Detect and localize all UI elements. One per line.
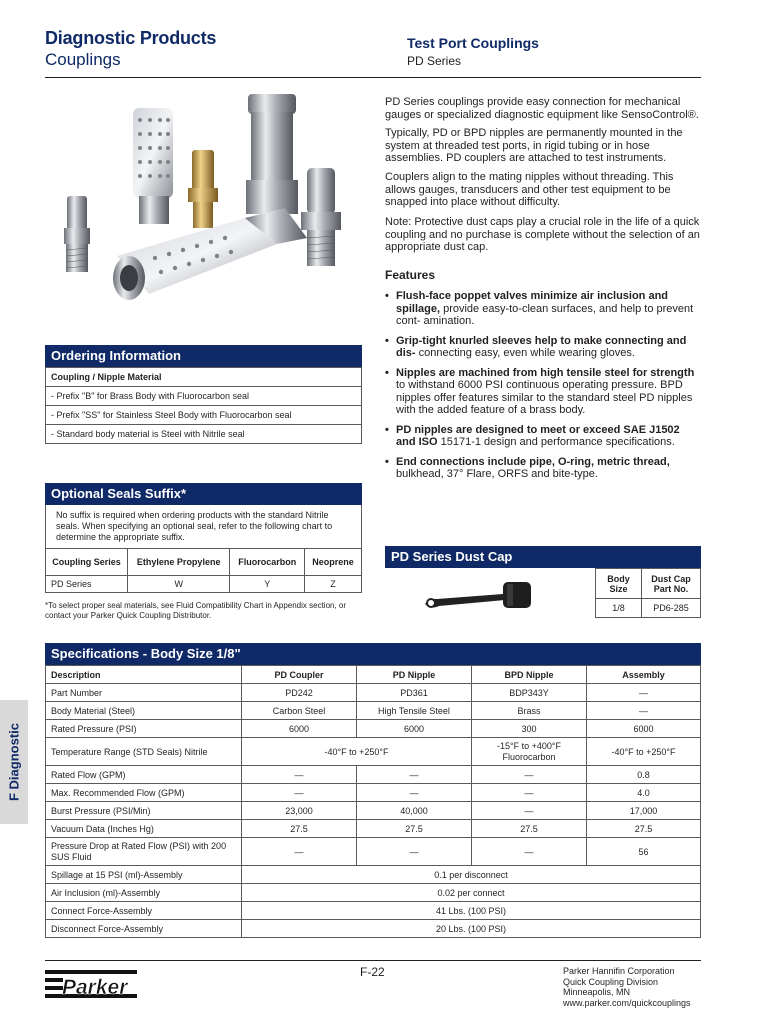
specs-header: Description (46, 666, 242, 684)
dust-cap-table (595, 568, 701, 618)
seals-cell: Z (305, 576, 362, 593)
specs-desc: Air Inclusion (ml)-Assembly (46, 884, 242, 902)
seals-header: Neoprene (305, 549, 362, 576)
parker-logo (45, 966, 137, 1004)
svg-text:Parker: Parker (62, 976, 128, 999)
specs-cell: 27.5 (587, 820, 701, 838)
specs-cell: 6000 (357, 720, 472, 738)
product-photo (45, 88, 370, 333)
intro-paragraph-3: Couplers align to the mating nipples without threading. This allows gauges, transducers and other test equipment to be snapped into place without difficulty. (385, 171, 674, 208)
specs-header: BPD Nipple (472, 666, 587, 684)
ordering-information (45, 345, 362, 444)
section-title: Diagnostic Products (45, 28, 217, 48)
specs-desc: Spillage at 15 PSI (ml)-Assembly (46, 866, 242, 884)
optional-seals (45, 483, 362, 593)
features-title: Features (385, 268, 436, 282)
specs-cell: 56 (587, 838, 701, 866)
seals-footnote: *To select proper seal materials, see Fluid Compatibility Chart in Appendix section, or contact your Parker Quick Coupling Distributor. (45, 601, 347, 620)
specs-desc: Part Number (46, 684, 242, 702)
coupler-large-image (246, 94, 298, 214)
side-tab-label: F Diagnostic (6, 722, 22, 802)
feature-item: • PD nipples are designed to meet or exceed SAE J1502 and ISO 15171-1 design and performance specifications. (385, 424, 701, 449)
specs-row (46, 766, 701, 784)
specs-desc: Vacuum Data (Inches Hg) (46, 820, 242, 838)
specs-row (46, 720, 701, 738)
dust-cap-header: Body Size (596, 569, 642, 599)
specs-cell: High Tensile Steel (357, 702, 472, 720)
specs-cell: 6000 (587, 720, 701, 738)
dust-cap-header: Dust Cap Part No. (642, 569, 701, 599)
header-rule (45, 77, 701, 78)
specs-cell: PD242 (242, 684, 357, 702)
specs-row (46, 684, 701, 702)
specs-cell: 27.5 (242, 820, 357, 838)
specs-cell: — (587, 702, 701, 720)
specs-title: Specifications - Body Size 1/8" (45, 643, 701, 665)
section-subtitle: Couplings (45, 50, 121, 69)
features-list (385, 290, 701, 488)
intro-paragraph-1: PD Series couplings provide easy connection for mechanical gauges or specialized diagnostic equipment like SensoControl®. (385, 96, 699, 121)
specs-desc: Pressure Drop at Rated Flow (PSI) with 200 SUS Fluid (46, 838, 242, 866)
dust-cap-title: PD Series Dust Cap (385, 546, 701, 568)
pd-nipple-image (64, 196, 90, 272)
specs-cell: — (357, 838, 472, 866)
ordering-row: - Prefix "SS" for Stainless Steel Body with Fluorocarbon seal (46, 406, 362, 425)
specs-row (46, 820, 701, 838)
specs-cell: 0.02 per connect (242, 884, 701, 902)
intro-paragraph-4: Note: Protective dust caps play a crucial role in the life of a quick coupling and no purchase is complete without the selection of an appropriate dust cap. (385, 216, 700, 253)
seals-cell: PD Series (46, 576, 128, 593)
feature-item: • Flush-face poppet valves minimize air inclusion and spillage, provide easy-to-clean surfaces, and help to prevent cont- amination. (385, 290, 701, 328)
specs-cell: BDP343Y (472, 684, 587, 702)
specs-table (45, 665, 701, 938)
feature-item: • Nipples are machined from high tensile steel for strength to withstand 6000 PSI continuous operating pressure. BPD nipples offer features similar to the standard steel PD nipples with the added feature of a brass body. (385, 367, 701, 417)
specs-cell: — (242, 838, 357, 866)
specs-desc: Temperature Range (STD Seals) Nitrile (46, 738, 242, 766)
corp-line: Quick Coupling Division (563, 976, 659, 987)
specs-cell: 41 Lbs. (100 PSI) (242, 902, 701, 920)
dust-cap-cell: 1/8 (596, 599, 642, 618)
specs-cell: -15°F to +400°F Fluorocarbon (472, 738, 587, 766)
product-title: Test Port Couplings (407, 35, 539, 51)
corp-line: Minneapolis, MN (563, 987, 631, 997)
seals-header: Ethylene Propylene (128, 549, 230, 576)
seals-note: No suffix is required when ordering products with the standard Nitrile seals. When specifying an optional seal, refer to the following chart to determine the appropriate suffix. (45, 505, 362, 548)
specs-header: PD Nipple (357, 666, 472, 684)
specs-row (46, 738, 701, 766)
dust-cap-image (385, 568, 595, 618)
specs-cell: 0.1 per disconnect (242, 866, 701, 884)
footer-rule (45, 960, 701, 961)
ordering-table (45, 367, 362, 444)
specs-cell: 27.5 (472, 820, 587, 838)
specs-cell: 0.8 (587, 766, 701, 784)
specs-cell: — (242, 784, 357, 802)
specs-desc: Disconnect Force-Assembly (46, 920, 242, 938)
specs-cell: 27.5 (357, 820, 472, 838)
specs-row (46, 884, 701, 902)
seals-header: Coupling Series (46, 549, 128, 576)
page-number: F-22 (360, 965, 385, 979)
corp-line: Parker Hannifin Corporation (563, 966, 675, 976)
specs-header: Assembly (587, 666, 701, 684)
specifications (45, 643, 701, 938)
specs-desc: Rated Pressure (PSI) (46, 720, 242, 738)
specs-cell: — (357, 784, 472, 802)
specs-cell: — (242, 766, 357, 784)
specs-header: PD Coupler (242, 666, 357, 684)
seals-header: Fluorocarbon (230, 549, 305, 576)
section-side-tab (0, 700, 28, 824)
specs-cell: Brass (472, 702, 587, 720)
specs-cell: 40,000 (357, 802, 472, 820)
specs-row (46, 866, 701, 884)
specs-row (46, 784, 701, 802)
specs-cell: — (587, 684, 701, 702)
ordering-row: - Standard body material is Steel with Nitrile seal (46, 425, 362, 444)
ordering-row: - Prefix "B" for Brass Body with Fluorocarbon seal (46, 387, 362, 406)
ordering-subheader: Coupling / Nipple Material (46, 368, 362, 387)
product-series: PD Series (407, 54, 462, 68)
specs-cell: 300 (472, 720, 587, 738)
bpd-nipple-image (188, 150, 218, 228)
specs-cell: 23,000 (242, 802, 357, 820)
specs-row (46, 802, 701, 820)
pd-nipple-right-image (301, 168, 341, 266)
corporate-address (563, 966, 691, 1008)
pd-coupler-image (133, 108, 173, 224)
dust-cap-cell: PD6-285 (642, 599, 701, 618)
specs-desc: Max. Recommended Flow (GPM) (46, 784, 242, 802)
specs-cell: -40°F to +250°F (587, 738, 701, 766)
specs-cell: 20 Lbs. (100 PSI) (242, 920, 701, 938)
specs-desc: Rated Flow (GPM) (46, 766, 242, 784)
feature-item: • Grip-tight knurled sleeves help to make connecting and dis- connecting easy, even while wearing gloves. (385, 335, 701, 360)
seals-cell: Y (230, 576, 305, 593)
specs-cell: 4.0 (587, 784, 701, 802)
feature-item: • End connections include pipe, O-ring, metric thread, bulkhead, 37° Flare, ORFS and bite-type. (385, 456, 701, 481)
seals-table (45, 548, 362, 593)
specs-cell: — (472, 766, 587, 784)
seals-title: Optional Seals Suffix* (45, 483, 362, 505)
corp-website[interactable]: www.parker.com/quickcouplings (563, 997, 691, 1008)
specs-cell: — (472, 784, 587, 802)
specs-cell: — (472, 838, 587, 866)
specs-row (46, 920, 701, 938)
specs-desc: Burst Pressure (PSI/Min) (46, 802, 242, 820)
specs-cell: — (357, 766, 472, 784)
specs-cell: 6000 (242, 720, 357, 738)
specs-row (46, 838, 701, 866)
specs-row (46, 702, 701, 720)
seals-cell: W (128, 576, 230, 593)
specs-row (46, 902, 701, 920)
specs-cell: PD361 (357, 684, 472, 702)
specs-cell: -40°F to +250°F (242, 738, 472, 766)
specs-desc: Connect Force-Assembly (46, 902, 242, 920)
specs-desc: Body Material (Steel) (46, 702, 242, 720)
ordering-title: Ordering Information (45, 345, 362, 367)
specs-cell: Carbon Steel (242, 702, 357, 720)
dust-cap-section (385, 546, 701, 618)
intro-paragraph-2: Typically, PD or BPD nipples are permanently mounted in the system at threaded test ports, in rigid tubing or in hose assemblies. PD couplers are attached to test instruments. (385, 127, 683, 164)
specs-cell: 17,000 (587, 802, 701, 820)
specs-cell: — (472, 802, 587, 820)
